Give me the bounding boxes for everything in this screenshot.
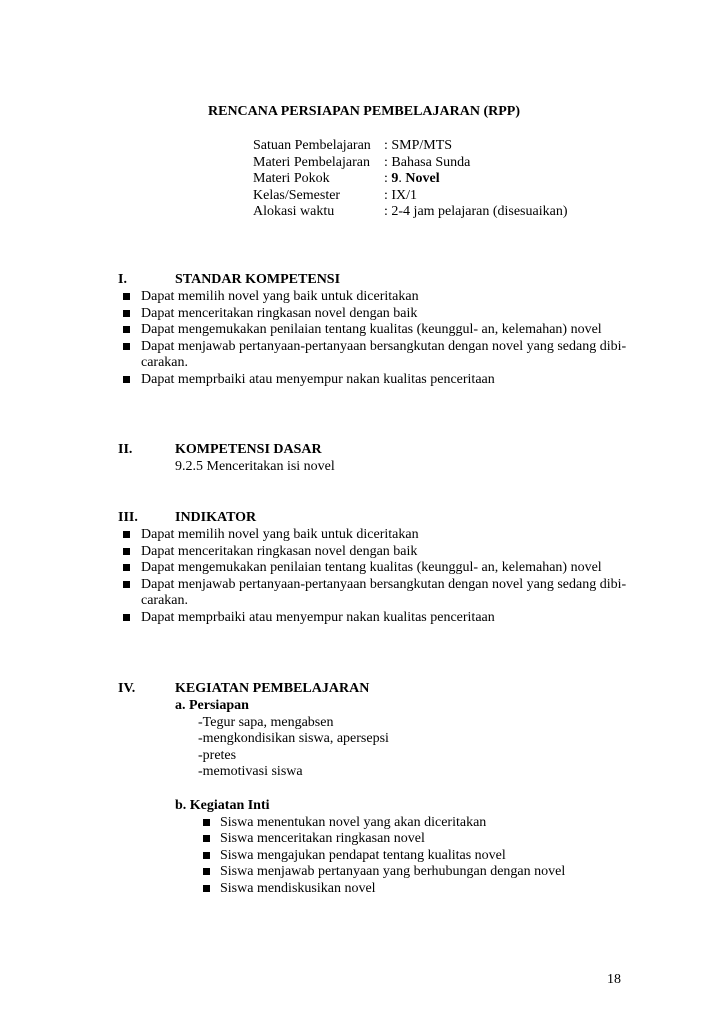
list-item: Siswa mendiskusikan novel xyxy=(198,881,638,898)
section-numeral: II. xyxy=(118,442,133,457)
activity-line: -Tegur sapa, mengabsen xyxy=(198,714,334,730)
square-bullet-icon xyxy=(203,819,210,826)
list-item: Siswa mengajukan pendapat tentang kualitas novel xyxy=(198,848,638,865)
square-bullet-icon xyxy=(123,343,130,350)
section-title: INDIKATOR xyxy=(175,510,257,525)
square-bullet-icon xyxy=(203,885,210,892)
bullet-list xyxy=(118,289,638,389)
section-heading xyxy=(118,510,638,527)
square-bullet-icon xyxy=(123,310,130,317)
section-title: KEGIATAN PEMBELAJARAN xyxy=(175,681,370,696)
list-item: Dapat menjawab pertanyaan-pertanyaan bersangkutan dengan novel yang sedang dibi- carakan. xyxy=(118,339,638,372)
info-row xyxy=(253,155,567,172)
info-label: Kelas/Semester xyxy=(253,187,341,203)
section-heading xyxy=(118,272,638,289)
square-bullet-icon xyxy=(203,868,210,875)
list-item: Dapat memprbaiki atau menyempur nakan kualitas penceritaan xyxy=(118,372,638,389)
list-item: Dapat memilih novel yang baik untuk diceritakan xyxy=(118,527,638,544)
subsection-persiapan xyxy=(175,698,638,781)
info-label: Satuan Pembelajaran xyxy=(253,138,371,153)
square-bullet-icon xyxy=(123,564,130,571)
list-item: Dapat mengemukakan penilaian tentang kualitas (keunggul- an, kelemahan) novel xyxy=(118,560,638,577)
info-value: : Bahasa Sunda xyxy=(384,154,471,170)
section-indikator xyxy=(118,510,638,627)
section-numeral: I. xyxy=(118,272,127,287)
info-value: : IX/1 xyxy=(384,187,418,203)
section-heading xyxy=(118,681,638,698)
square-bullet-icon xyxy=(123,614,130,621)
list-item: Dapat memprbaiki atau menyempur nakan kualitas penceritaan xyxy=(118,610,638,627)
section-standar-kompetensi xyxy=(118,272,638,389)
info-value-topic: Novel xyxy=(405,171,440,187)
info-row xyxy=(253,204,567,221)
subsection-heading: a. Persiapan xyxy=(175,698,249,713)
info-row xyxy=(253,188,567,205)
list-item: Siswa menentukan novel yang akan diceritakan xyxy=(198,815,638,832)
list-item: Dapat mengemukakan penilaian tentang kualitas (keunggul- an, kelemahan) novel xyxy=(118,322,638,339)
list-item: Dapat menceritakan ringkasan novel dengan baik xyxy=(118,544,638,561)
square-bullet-icon xyxy=(203,852,210,859)
info-row xyxy=(253,138,567,155)
square-bullet-icon xyxy=(123,581,130,588)
info-value-prefix: : xyxy=(384,171,392,187)
bullet-list xyxy=(118,527,638,627)
info-value: : 2-4 jam pelajaran (disesuaikan) xyxy=(384,204,568,220)
list-item: Dapat memilih novel yang baik untuk diceritakan xyxy=(118,289,638,306)
activity-line: -mengkondisikan siswa, apersepsi xyxy=(198,731,389,747)
info-value-number: 9 xyxy=(391,171,399,187)
list-item: Dapat menjawab pertanyaan-pertanyaan bersangkutan dengan novel yang sedang dibi- carakan. xyxy=(118,577,638,610)
section-numeral: III. xyxy=(118,510,138,525)
section-numeral: IV. xyxy=(118,681,136,696)
info-value: : SMP/MTS xyxy=(384,138,453,153)
section-kegiatan-pembelajaran xyxy=(118,681,638,898)
lesson-info xyxy=(253,138,567,221)
square-bullet-icon xyxy=(123,293,130,300)
list-item: Siswa menceritakan ringkasan novel xyxy=(198,831,638,848)
subsection-heading: b. Kegiatan Inti xyxy=(175,797,270,813)
square-bullet-icon xyxy=(203,835,210,842)
section-title: STANDAR KOMPETENSI xyxy=(175,272,341,287)
bullet-list xyxy=(175,815,638,898)
square-bullet-icon xyxy=(123,326,130,333)
document-title: RENCANA PERSIAPAN PEMBELAJARAN (RPP) xyxy=(208,104,521,119)
activity-line: -pretes xyxy=(198,747,237,763)
section-heading xyxy=(118,442,638,459)
section-text: 9.2.5 Menceritakan isi novel xyxy=(175,459,335,474)
activity-line: -memotivasi siswa xyxy=(198,764,303,780)
section-kompetensi-dasar xyxy=(118,442,638,476)
section-title: KOMPETENSI DASAR xyxy=(175,442,322,457)
info-label: Materi Pokok xyxy=(253,171,330,187)
square-bullet-icon xyxy=(123,376,130,383)
info-value-sep: . xyxy=(398,171,406,187)
square-bullet-icon xyxy=(123,548,130,555)
subsection-kegiatan-inti xyxy=(175,798,638,898)
info-label: Materi Pembelajaran xyxy=(253,154,371,170)
page-number: 18 xyxy=(607,972,621,987)
info-label: Alokasi waktu xyxy=(253,204,335,220)
info-row xyxy=(253,171,567,188)
list-item: Dapat menceritakan ringkasan novel dengan baik xyxy=(118,306,638,323)
square-bullet-icon xyxy=(123,531,130,538)
list-item: Siswa menjawab pertanyaan yang berhubungan dengan novel xyxy=(198,864,638,881)
